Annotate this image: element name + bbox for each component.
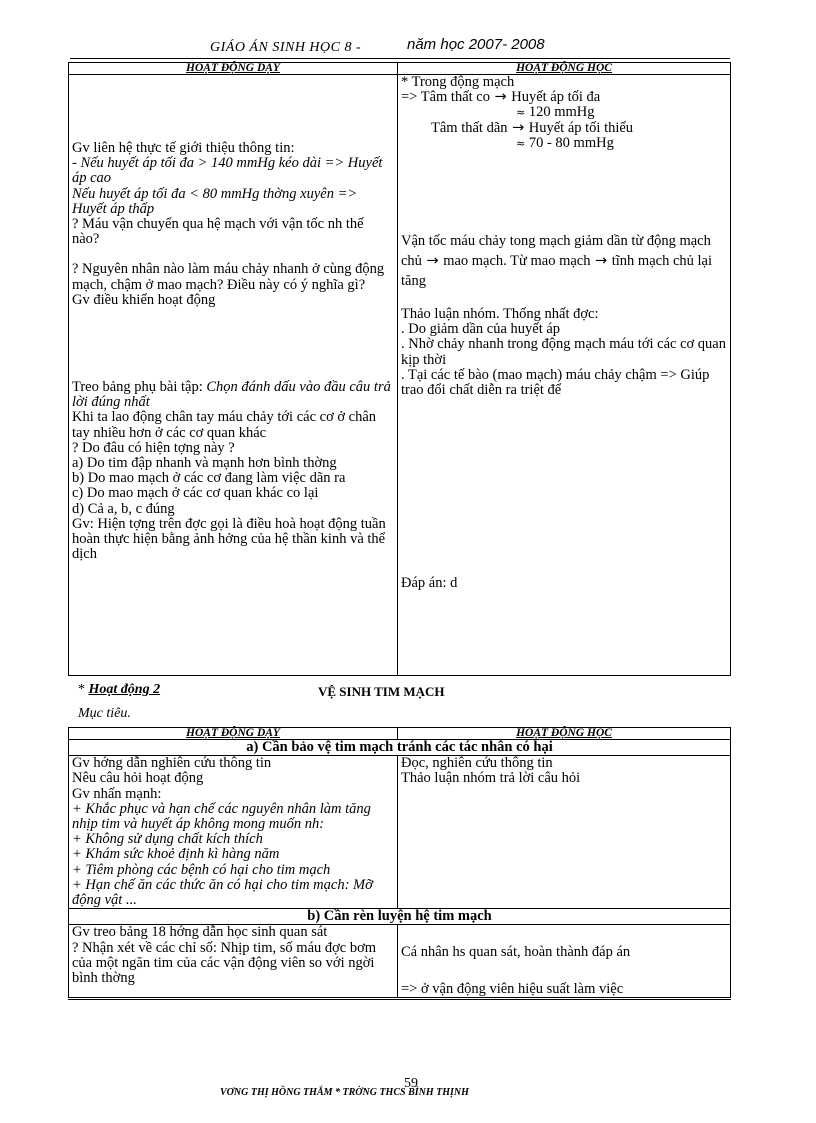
student-line: ≈ 120 mmHg	[516, 104, 595, 121]
section-b-student-cell	[398, 925, 731, 998]
student-line: . Tại các tế bào (mao mạch) máu chảy chậm => Giúp trao đổi chất diễn ra triệt để	[401, 366, 710, 399]
teacher-line: + Khám sức khoẻ định kì hàng năm	[72, 846, 280, 863]
teacher-line: - Nếu huyết áp tối đa > 140 mmHg kéo dài => Huyết áp cao	[72, 155, 383, 187]
student-activities-cell	[398, 75, 731, 676]
student-line: Tâm thất dãn → Huyết áp tối thiểu	[431, 119, 634, 136]
section-a-heading: a) Cần bảo vệ tim mạch tránh các tác nhân có hại	[69, 740, 731, 756]
approx-icon: ≈	[516, 136, 526, 150]
teacher-line: Nếu huyết áp tối đa < 80 mmHg thờng xuyên => Huyết áp thấp	[72, 185, 358, 217]
teacher-line: Khi ta lao động chân tay máu chảy tới các cơ ở chân tay nhiều hơn ở các cơ quan khác	[72, 409, 377, 441]
student-line: => Tâm thất co → Huyết áp tối đa	[401, 89, 601, 106]
option-a: a) Do tim đập nhanh và mạnh hơn bình thờng	[72, 455, 337, 472]
section-a-teacher-cell	[69, 756, 398, 909]
student-line: * Trong động mạch	[401, 74, 515, 90]
teacher-line: Gv liên hệ thực tế giới thiệu thông tin:	[72, 140, 295, 156]
teacher-line: Gv hớng dẫn nghiên cứu thông tin	[72, 755, 272, 772]
header-subject: GIÁO ÁN SINH HỌC 8 -	[210, 40, 362, 55]
student-line: . Do giảm dần của huyết áp	[401, 321, 561, 338]
activity-2-goal: Mục tiêu.	[78, 706, 131, 721]
teacher-line: ? Do đâu có hiện tợng này ?	[72, 439, 235, 456]
option-d: d) Cả a, b, c đúng	[72, 500, 175, 517]
activity-2-title: VỆ SINH TIM MẠCH	[318, 684, 445, 699]
student-line: Thảo luận nhóm. Thống nhất đợc:	[401, 306, 599, 323]
page-footer: VƠNG THỊ HỒNG THẮM * TRỜNG THCS BÌNH THỊNH	[220, 1087, 469, 1098]
activity-2-label: * Hoạt động 2	[78, 682, 161, 697]
teacher-line: ? Nhận xét về các chỉ số: Nhịp tim, số máu đợc bơm của một ngăn tim của các vận động viên so với ngời bình thờng	[72, 939, 377, 987]
teacher-line: + Hạn chế ăn các thức ăn có hại cho tim mạch: Mỡ động vật ...	[72, 876, 373, 909]
arrow-right-icon: →	[494, 89, 507, 106]
arrow-right-icon: →	[595, 253, 608, 270]
teacher-line: + Khắc phục và hạn chế các nguyên nhân làm tăng nhịp tim và huyết áp không mong muốn nh:	[72, 800, 371, 833]
student-line: Đọc, nghiên cứu thông tin	[401, 755, 553, 772]
teacher-activities-cell	[69, 75, 398, 676]
teacher-line: Treo bảng phụ bài tập: Chọn đánh dấu vào đầu câu trả lời đúng nhất	[72, 379, 391, 411]
header-year: năm học 2007- 2008	[407, 36, 545, 53]
option-b: b) Do mao mạch ở các cơ đang làm việc dãn ra	[72, 470, 346, 487]
arrow-right-icon: →	[512, 119, 525, 136]
header-rule	[70, 58, 730, 59]
student-line: => ở vận động viên hiệu suất làm việc	[401, 980, 624, 997]
teacher-line: + Tiêm phòng các bệnh có hại cho tim mạch	[72, 861, 331, 878]
option-c: c) Do mao mạch ở các cơ quan khác co lại	[72, 485, 319, 502]
section-a-student-cell	[398, 756, 731, 909]
teacher-line: ? Máu vận chuyển qua hệ mạch với vận tốc nh thế nào?	[72, 216, 364, 248]
teacher-line: + Không sử dụng chất kích thích	[72, 831, 263, 848]
lesson-table-1	[68, 62, 731, 676]
teacher-line: Gv điều khiển hoạt động	[72, 291, 216, 308]
arrow-right-icon: →	[426, 253, 439, 270]
answer-line: Đáp án: d	[401, 575, 458, 592]
col-header-student: HOẠT ĐỘNG HỌC	[398, 63, 731, 75]
lesson-table-2	[68, 727, 731, 1000]
section-b-teacher-cell	[69, 925, 398, 998]
student-line: Thảo luận nhóm trả lời câu hỏi	[401, 770, 581, 787]
teacher-line: ? Nguyên nhân nào làm máu chảy nhanh ở cùng động mạch, chậm ở mao mạch? Điều này có ý nghĩa gì?	[72, 261, 385, 293]
approx-icon: ≈	[516, 106, 526, 120]
student-line: Vận tốc máu chảy tong mạch giảm dần từ động mạch chủ → mao mạch. Từ mao mạch → tĩnh mạch chủ lại tăng	[401, 233, 713, 290]
teacher-line: Gv: Hiện tợng trên đợc gọi là điều hoà hoạt động tuần hoàn thực hiện bằng ảnh hởng của hệ thần kinh và thể dịch	[72, 515, 386, 563]
col-header-teacher: HOẠT ĐỘNG DẠY	[69, 728, 398, 740]
student-line: . Nhờ chảy nhanh trong động mạch máu tới các cơ quan kịp thời	[401, 336, 726, 368]
teacher-line: Gv treo bảng 18 hớng dẫn học sinh quan sát	[72, 924, 328, 941]
col-header-teacher: HOẠT ĐỘNG DẠY	[69, 63, 398, 75]
page-number: 59	[404, 1076, 418, 1091]
col-header-student: HOẠT ĐỘNG HỌC	[398, 728, 731, 740]
section-b-heading: b) Cần rèn luyện hệ tim mạch	[69, 909, 731, 925]
page-header	[70, 38, 730, 62]
teacher-line: Gv nhấn mạnh:	[72, 785, 162, 802]
student-line: Cá nhân hs quan sát, hoàn thành đáp án	[401, 944, 631, 961]
student-line: ≈ 70 - 80 mmHg	[516, 134, 614, 151]
teacher-line: Nêu câu hỏi hoạt động	[72, 770, 204, 787]
